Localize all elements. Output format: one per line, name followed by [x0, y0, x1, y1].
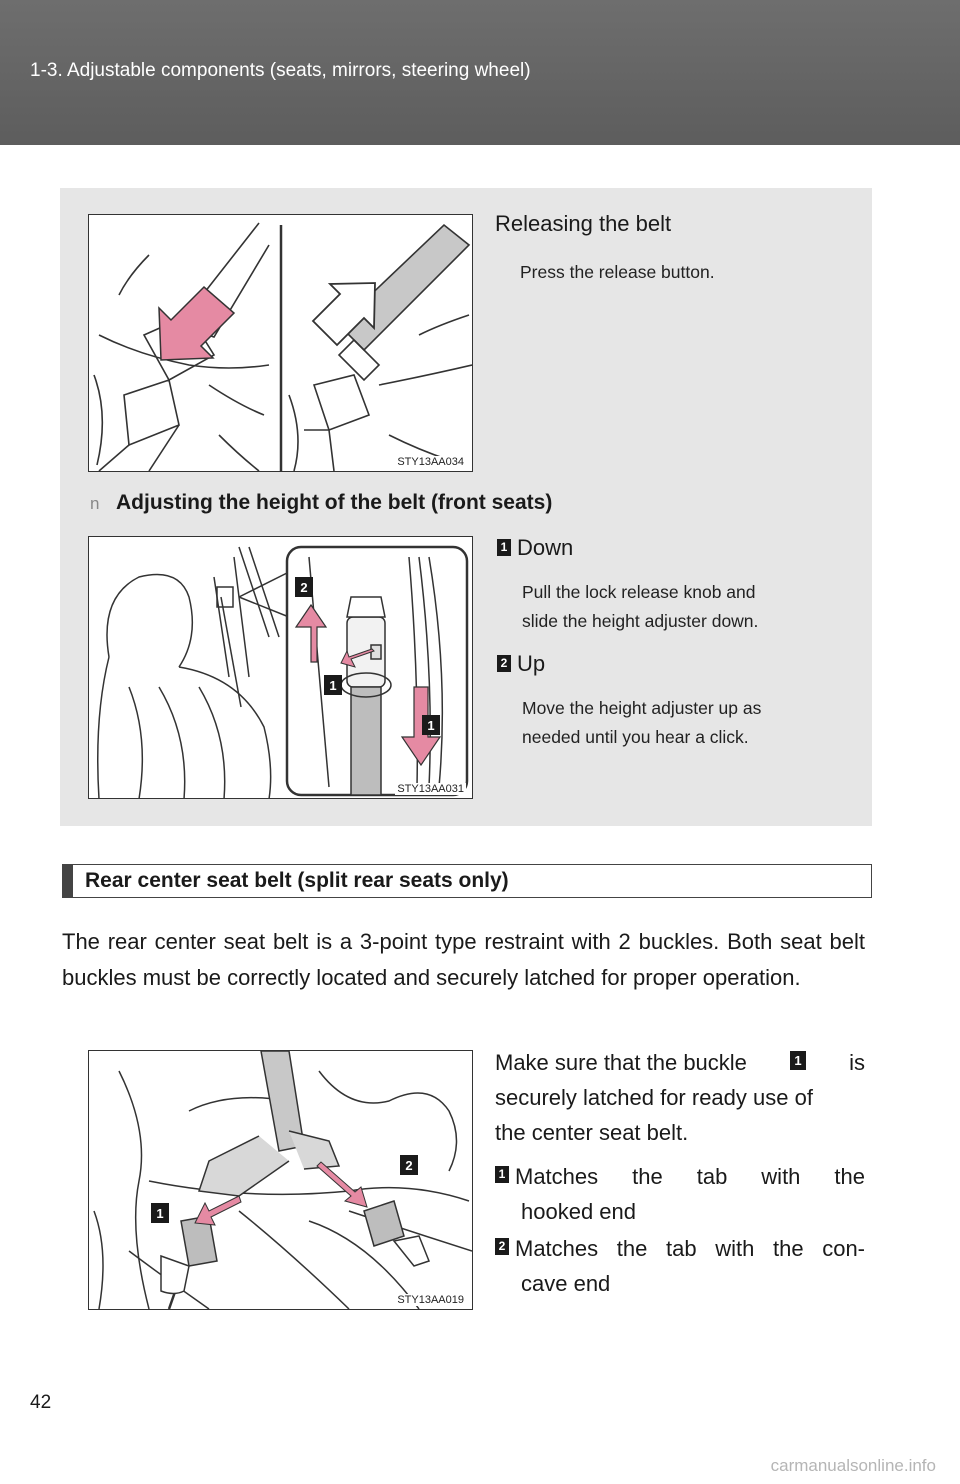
figure-release-belt — [88, 214, 473, 472]
figure-rear-center-buckles — [88, 1050, 473, 1310]
arrow-to-buckle-2-icon — [317, 1162, 367, 1207]
step-badge: 2 — [497, 655, 511, 672]
make-sure-line: the center seat belt. — [495, 1120, 689, 1145]
item-1 — [495, 1159, 865, 1229]
step-up-description — [522, 694, 761, 752]
figure-badge: 2 — [300, 580, 308, 595]
item-badge: 2 — [495, 1238, 509, 1255]
step-up-text: Up — [517, 651, 546, 676]
rear-center-heading: Rear center seat belt (split rear seats only) — [85, 869, 509, 892]
inline-badge: 1 — [790, 1051, 806, 1070]
make-sure-line: securely latched for ready use of — [495, 1085, 813, 1110]
releasing-title: Releasing the belt — [495, 211, 672, 236]
make-sure-line — [495, 1045, 865, 1080]
make-sure-text — [495, 1045, 865, 1150]
make-sure-before: Make sure that the buckle — [495, 1050, 747, 1075]
item-2 — [495, 1231, 865, 1301]
item-text: Matches the tab with the con- — [515, 1236, 865, 1261]
item-line — [495, 1159, 865, 1194]
step-down-description — [522, 578, 758, 636]
heading-accent — [63, 865, 73, 897]
figure-code: STY13AA019 — [397, 1294, 464, 1306]
figure-badge: 1 — [329, 678, 337, 693]
figure-code: STY13AA031 — [397, 783, 464, 795]
item-line — [495, 1231, 865, 1266]
item-badge: 1 — [495, 1166, 509, 1183]
push-arrow-icon — [159, 287, 234, 360]
description-line: slide the height adjuster down. — [522, 611, 759, 631]
step-badge: 1 — [497, 539, 511, 556]
figure-code: STY13AA034 — [397, 456, 464, 468]
figure-height-adjuster — [88, 536, 473, 799]
make-sure-after: is — [849, 1050, 865, 1075]
item-text: Matches the tab with the — [515, 1164, 865, 1189]
releasing-instruction: Press the release button. — [520, 262, 715, 282]
rear-buckles-illustration — [89, 1051, 473, 1310]
description-line: Pull the lock release knob and — [522, 582, 756, 602]
height-heading: Adjusting the height of the belt (front seats) — [116, 491, 553, 514]
arrow-to-buckle-1-icon — [195, 1196, 241, 1225]
bullet-marker: n — [90, 494, 100, 513]
figure-badge: 1 — [427, 718, 435, 733]
figure-badge: 1 — [156, 1206, 164, 1221]
step-down-label — [497, 535, 573, 561]
description-line: Move the height adjuster up as — [522, 698, 762, 718]
page-header — [0, 0, 960, 145]
step-down-text: Down — [517, 535, 574, 560]
release-belt-illustration — [89, 215, 473, 472]
rear-center-paragraph: The rear center seat belt is a 3-point type restraint with 2 buckles. Both seat belt buckles must be correctly located and securely latched for proper operation. — [62, 929, 865, 990]
section-heading-bar — [62, 864, 872, 898]
item-text: hooked end — [521, 1199, 636, 1224]
step-up-label — [497, 651, 545, 677]
figure-badge: 2 — [405, 1158, 413, 1173]
watermark: carmanualsonline.info — [770, 1456, 936, 1475]
description-line: needed until you hear a click. — [522, 727, 749, 747]
item-text: cave end — [521, 1271, 611, 1296]
page-number: 42 — [30, 1392, 52, 1413]
height-adjuster-illustration — [89, 537, 473, 799]
section-title: 1-3. Adjustable components (seats, mirrors, steering wheel) — [30, 60, 531, 81]
